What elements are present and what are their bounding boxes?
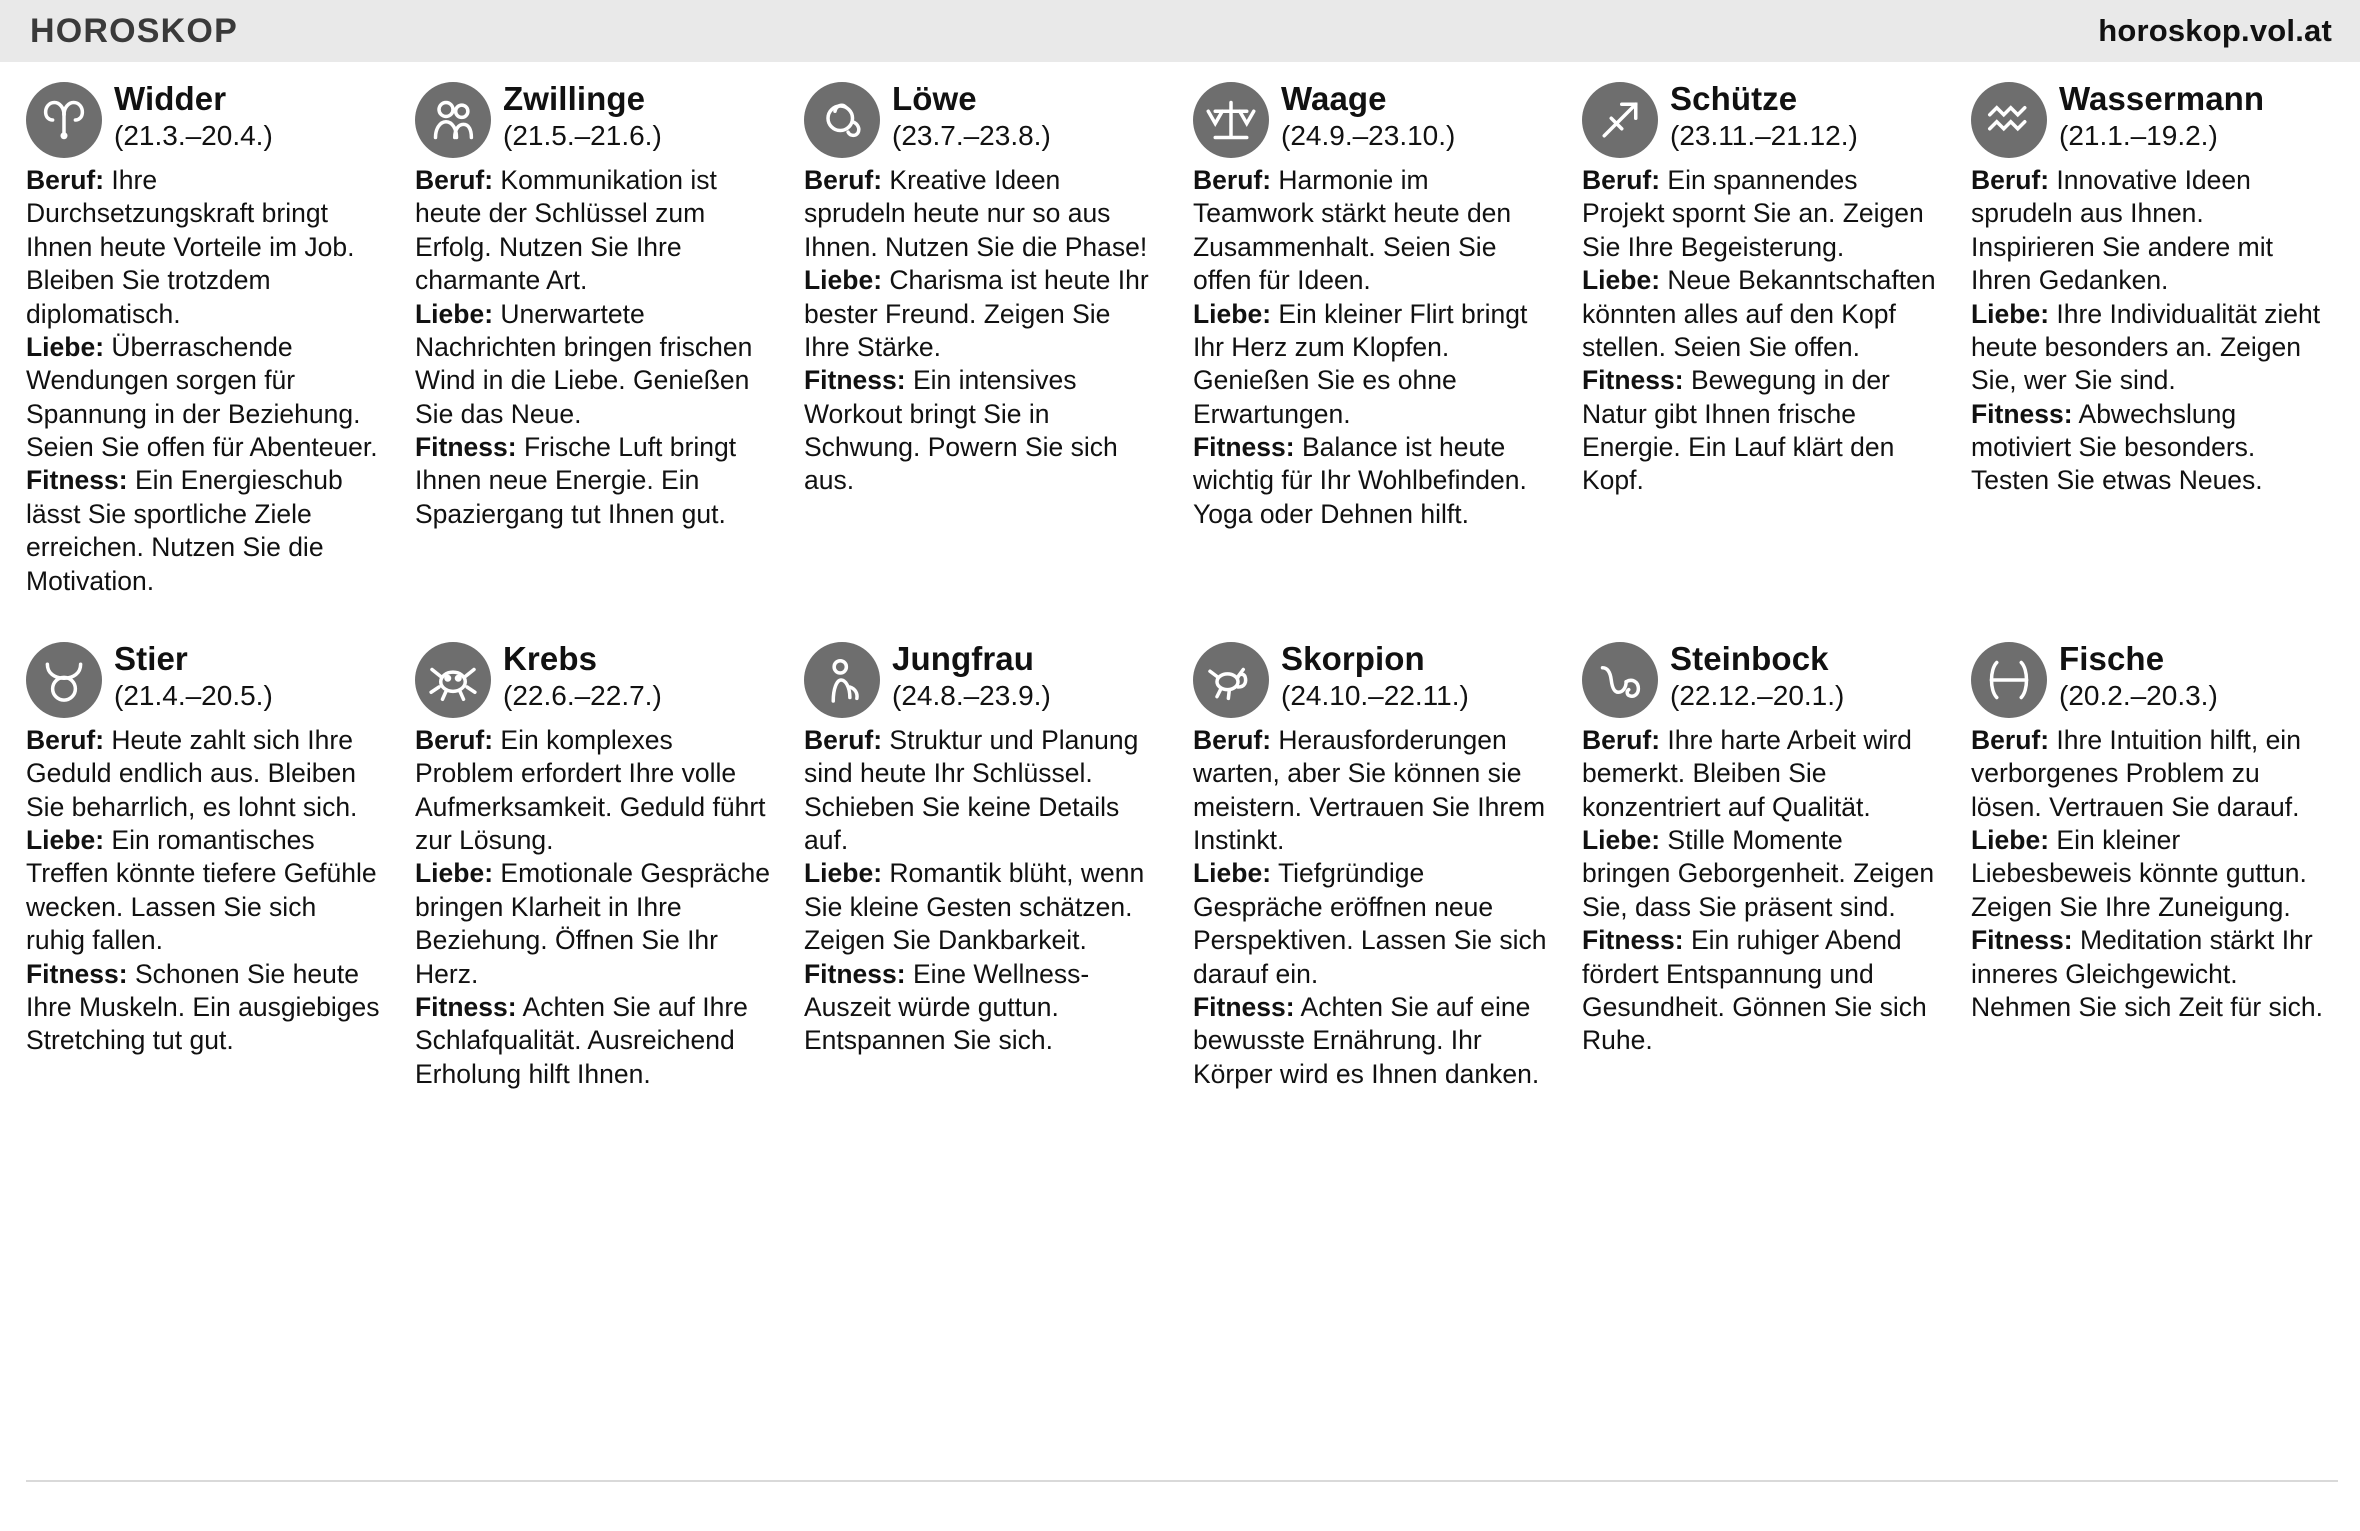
- zodiac-card-header: [1971, 80, 2326, 158]
- zodiac-card: [1582, 80, 1949, 598]
- aries-ram-icon: [26, 82, 102, 158]
- fitness-section: [804, 958, 1159, 1058]
- liebe-section-text: Tiefgründige Gespräche eröffnen neue Perspektiven. Lassen Sie sich darauf ein.: [1193, 858, 1547, 989]
- zodiac-title-block: [1281, 640, 1469, 712]
- zodiac-card: [415, 80, 782, 598]
- zodiac-body: [415, 164, 770, 531]
- fitness-section: [1971, 924, 2326, 1024]
- fitness-section-label: Fitness:: [1193, 432, 1295, 462]
- fitness-section-text: Frische Luft bringt Ihnen neue Energie. Ein Spaziergang tut Ihnen gut.: [415, 432, 737, 529]
- liebe-section-text: Neue Bekanntschaften könnten alles auf den Kopf stellen. Seien Sie offen.: [1582, 265, 1936, 362]
- liebe-section-label: Liebe:: [1971, 298, 2050, 329]
- zodiac-name: Wassermann: [2059, 80, 2265, 117]
- page-header: [0, 0, 2360, 62]
- zodiac-card-header: [26, 640, 381, 718]
- zodiac-date-range: (24.10.–22.11.): [1281, 679, 1469, 711]
- beruf-section: [1971, 724, 2326, 824]
- zodiac-date-range: (22.6.–22.7.): [503, 679, 662, 711]
- zodiac-date-range: (23.7.–23.8.): [892, 119, 1051, 151]
- fitness-section: [415, 431, 770, 531]
- libra-scales-icon: [1193, 82, 1269, 158]
- beruf-section-text: Ihre harte Arbeit wird bemerkt. Bleiben Sie konzentriert auf Qualität.: [1582, 724, 1912, 822]
- zodiac-name: Stier: [114, 639, 188, 677]
- liebe-section-text: Ein kleiner Flirt bringt Ihr Herz zum Klopfen. Genießen Sie es ohne Erwartungen.: [1193, 298, 1528, 429]
- zodiac-body: [804, 724, 1159, 1058]
- zodiac-card-header: [804, 80, 1159, 158]
- beruf-section-label: Beruf:: [804, 165, 883, 195]
- fitness-section-label: Fitness:: [1582, 365, 1684, 396]
- scorpio-scorpion-icon: [1193, 642, 1269, 718]
- fitness-section-label: Fitness:: [804, 958, 906, 989]
- zodiac-card: [1582, 598, 1949, 1091]
- liebe-section-text: Überraschende Wendungen sorgen für Spannung in der Beziehung. Seien Sie offen für Abenteuer.: [26, 331, 378, 462]
- beruf-section-text: Kreative Ideen sprudeln heute nur so aus Ihnen. Nutzen Sie die Phase!: [804, 165, 1148, 262]
- zodiac-body: [1193, 724, 1548, 1091]
- zodiac-title-block: [1670, 640, 1844, 712]
- beruf-section: [804, 164, 1159, 264]
- beruf-section-label: Beruf:: [1971, 165, 2050, 195]
- zodiac-body: [1193, 164, 1548, 531]
- liebe-section: [1193, 857, 1548, 991]
- beruf-section-label: Beruf:: [415, 165, 494, 195]
- zodiac-name: Schütze: [1670, 80, 1798, 117]
- liebe-section-label: Liebe:: [415, 298, 494, 329]
- beruf-section-label: Beruf:: [415, 724, 494, 755]
- page-title: HOROSKOP: [30, 11, 238, 50]
- fitness-section: [1193, 431, 1548, 531]
- beruf-section: [1193, 164, 1548, 298]
- fitness-section-text: Achten Sie auf eine bewusste Ernährung. Ihr Körper wird es Ihnen danken.: [1193, 991, 1540, 1089]
- capricorn-goat-icon: [1582, 642, 1658, 718]
- zodiac-title-block: [503, 640, 662, 712]
- fitness-section-text: Ein Energieschub lässt Sie sportliche Ziele erreichen. Nutzen Sie die Motivation.: [26, 465, 343, 596]
- zodiac-date-range: (24.9.–23.10.): [1281, 119, 1456, 151]
- zodiac-card-header: [1193, 640, 1548, 718]
- beruf-section-label: Beruf:: [1193, 724, 1272, 755]
- zodiac-body: [26, 724, 381, 1058]
- taurus-bull-icon: [26, 642, 102, 718]
- beruf-section-label: Beruf:: [1582, 165, 1661, 195]
- beruf-section-text: Ihre Intuition hilft, ein verborgenes Problem zu lösen. Vertrauen Sie darauf.: [1971, 724, 2301, 822]
- beruf-section-text: Kommunikation ist heute der Schlüssel zum Erfolg. Nutzen Sie Ihre charmante Art.: [415, 165, 717, 296]
- beruf-section: [1971, 164, 2326, 298]
- zodiac-card: [1971, 598, 2338, 1091]
- fitness-section-text: Abwechslung motiviert Sie besonders. Testen Sie etwas Neues.: [1971, 398, 2263, 496]
- zodiac-card: [1193, 80, 1560, 598]
- beruf-section-label: Beruf:: [1193, 165, 1272, 195]
- zodiac-card-header: [1971, 640, 2326, 718]
- beruf-section-text: Harmonie im Teamwork stärkt heute den Zusammenhalt. Seien Sie offen für Ideen.: [1193, 165, 1512, 296]
- zodiac-body: [26, 164, 381, 598]
- liebe-section: [1582, 824, 1937, 924]
- zodiac-name: Jungfrau: [892, 639, 1034, 677]
- zodiac-name: Zwillinge: [503, 80, 646, 117]
- beruf-section: [415, 164, 770, 298]
- zodiac-name: Krebs: [503, 639, 598, 677]
- source-url: horoskop.vol.at: [2098, 13, 2332, 48]
- beruf-section-text: Heute zahlt sich Ihre Geduld endlich aus. Bleiben Sie beharrlich, es lohnt sich.: [26, 724, 358, 822]
- beruf-section-text: Ihre Durchsetzungskraft bringt Ihnen heute Vorteile im Job. Bleiben Sie trotzdem diplomatisch.: [26, 165, 355, 329]
- zodiac-body: [1971, 164, 2326, 498]
- liebe-section-text: Ein romantisches Treffen könnte tiefere Gefühle wecken. Lassen Sie sich ruhig fallen.: [26, 825, 377, 956]
- liebe-section-label: Liebe:: [1582, 825, 1661, 855]
- fitness-section: [26, 958, 381, 1058]
- liebe-section-text: Unerwartete Nachrichten bringen frischen Wind in die Liebe. Genießen Sie das Neue.: [415, 298, 753, 429]
- liebe-section-text: Ihre Individualität zieht heute besonders an. Zeigen Sie, wer Sie sind.: [1971, 298, 2321, 396]
- virgo-maiden-icon: [804, 642, 880, 718]
- liebe-section: [415, 857, 770, 991]
- liebe-section: [1971, 824, 2326, 924]
- liebe-section: [1582, 264, 1937, 364]
- leo-lion-icon: [804, 82, 880, 158]
- beruf-section: [1582, 164, 1937, 264]
- zodiac-name: Fische: [2059, 639, 2165, 677]
- zodiac-card: [1193, 598, 1560, 1091]
- sagittarius-archer-icon: [1582, 82, 1658, 158]
- pisces-fish-icon: [1971, 642, 2047, 718]
- liebe-section-label: Liebe:: [26, 331, 105, 362]
- beruf-section-label: Beruf:: [804, 724, 883, 755]
- fitness-section: [1193, 991, 1548, 1091]
- liebe-section: [1193, 298, 1548, 432]
- zodiac-date-range: (21.5.–21.6.): [503, 119, 662, 151]
- liebe-section-label: Liebe:: [1193, 298, 1272, 329]
- fitness-section-text: Achten Sie auf Ihre Schlafqualität. Ausreichend Erholung hilft Ihnen.: [415, 991, 748, 1089]
- fitness-section: [1582, 924, 1937, 1058]
- liebe-section-label: Liebe:: [1971, 825, 2050, 855]
- zodiac-card-header: [1582, 640, 1937, 718]
- beruf-section: [1193, 724, 1548, 858]
- beruf-section-label: Beruf:: [26, 165, 105, 195]
- zodiac-card: [26, 80, 393, 598]
- bottom-divider: [26, 1480, 2338, 1482]
- beruf-section-label: Beruf:: [1582, 724, 1661, 755]
- fitness-section-text: Meditation stärkt Ihr inneres Gleichgewicht. Nehmen Sie sich Zeit für sich.: [1971, 925, 2323, 1022]
- fitness-section-label: Fitness:: [1971, 925, 2073, 956]
- fitness-section: [415, 991, 770, 1091]
- zodiac-title-block: [892, 80, 1051, 152]
- zodiac-date-range: (20.2.–20.3.): [2059, 679, 2218, 711]
- zodiac-title-block: [892, 640, 1051, 712]
- beruf-section-text: Innovative Ideen sprudeln aus Ihnen. Inspirieren Sie andere mit Ihren Gedanken.: [1971, 165, 2273, 296]
- liebe-section: [1971, 298, 2326, 398]
- zodiac-title-block: [2059, 80, 2264, 152]
- liebe-section-text: Emotionale Gespräche bringen Klarheit in Ihre Beziehung. Öffnen Sie Ihr Herz.: [415, 858, 770, 989]
- liebe-section-label: Liebe:: [1582, 265, 1661, 296]
- beruf-section-label: Beruf:: [26, 724, 105, 755]
- zodiac-date-range: (21.4.–20.5.): [114, 679, 273, 711]
- fitness-section-label: Fitness:: [415, 432, 517, 462]
- zodiac-card-header: [1582, 80, 1937, 158]
- zodiac-title-block: [114, 80, 273, 152]
- zodiac-card: [1971, 80, 2338, 598]
- zodiac-title-block: [503, 80, 662, 152]
- liebe-section: [415, 298, 770, 432]
- liebe-section-label: Liebe:: [804, 265, 883, 296]
- beruf-section-text: Ein spannendes Projekt spornt Sie an. Zeigen Sie Ihre Begeisterung.: [1582, 165, 1924, 262]
- beruf-section-text: Ein komplexes Problem erfordert Ihre volle Aufmerksamkeit. Geduld führt zur Lösung.: [415, 724, 766, 855]
- fitness-section-label: Fitness:: [1582, 925, 1684, 956]
- fitness-section-text: Eine Wellness-Auszeit würde guttun. Entspannen Sie sich.: [804, 958, 1090, 1056]
- liebe-section-text: Romantik blüht, wenn Sie kleine Gesten schätzen. Zeigen Sie Dankbarkeit.: [804, 858, 1145, 956]
- liebe-section-label: Liebe:: [1193, 858, 1272, 889]
- fitness-section-text: Bewegung in der Natur gibt Ihnen frische Energie. Ein Lauf klärt den Kopf.: [1582, 365, 1895, 496]
- zodiac-name: Löwe: [892, 80, 977, 117]
- liebe-section: [26, 824, 381, 958]
- fitness-section: [1971, 398, 2326, 498]
- zodiac-date-range: (21.1.–19.2.): [2059, 119, 2218, 151]
- zodiac-card-header: [415, 640, 770, 718]
- beruf-section: [26, 724, 381, 824]
- fitness-section: [804, 364, 1159, 498]
- liebe-section: [804, 857, 1159, 957]
- zodiac-body: [1582, 724, 1937, 1058]
- zodiac-body: [1582, 164, 1937, 498]
- zodiac-name: Widder: [114, 80, 227, 117]
- fitness-section-label: Fitness:: [1971, 398, 2073, 429]
- zodiac-title-block: [2059, 640, 2218, 712]
- zodiac-card: [804, 80, 1171, 598]
- fitness-section-label: Fitness:: [26, 958, 128, 989]
- fitness-section-text: Balance ist heute wichtig für Ihr Wohlbefinden. Yoga oder Dehnen hilft.: [1193, 432, 1527, 529]
- beruf-section-text: Herausforderungen warten, aber Sie können sie meistern. Vertrauen Sie Ihrem Instinkt.: [1193, 724, 1546, 855]
- zodiac-body: [1971, 724, 2326, 1024]
- liebe-section-label: Liebe:: [804, 858, 883, 889]
- fitness-section: [1582, 364, 1937, 498]
- zodiac-card: [804, 598, 1171, 1091]
- beruf-section-label: Beruf:: [1971, 724, 2050, 755]
- liebe-section: [804, 264, 1159, 364]
- zodiac-date-range: (24.8.–23.9.): [892, 679, 1051, 711]
- zodiac-name: Skorpion: [1281, 639, 1425, 677]
- fitness-section-label: Fitness:: [26, 465, 128, 496]
- zodiac-date-range: (22.12.–20.1.): [1670, 679, 1845, 711]
- zodiac-title-block: [1281, 80, 1455, 152]
- fitness-section-text: Schonen Sie heute Ihre Muskeln. Ein ausgiebiges Stretching tut gut.: [26, 958, 380, 1056]
- fitness-section-label: Fitness:: [1193, 991, 1295, 1022]
- aquarius-waterbearer-icon: [1971, 82, 2047, 158]
- fitness-section-label: Fitness:: [804, 365, 906, 396]
- fitness-section-text: Ein ruhiger Abend fördert Entspannung und Gesundheit. Gönnen Sie sich Ruhe.: [1582, 925, 1927, 1056]
- beruf-section: [1582, 724, 1937, 824]
- zodiac-card-header: [26, 80, 381, 158]
- zodiac-card: [26, 598, 393, 1091]
- gemini-twins-icon: [415, 82, 491, 158]
- liebe-section-text: Charisma ist heute Ihr bester Freund. Zeigen Sie Ihre Stärke.: [804, 265, 1149, 362]
- zodiac-body: [415, 724, 770, 1091]
- zodiac-card-header: [804, 640, 1159, 718]
- zodiac-name: Waage: [1281, 80, 1387, 117]
- zodiac-name: Steinbock: [1670, 639, 1829, 677]
- liebe-section-text: Ein kleiner Liebesbeweis könnte guttun. Zeigen Sie Ihre Zuneigung.: [1971, 825, 2307, 922]
- liebe-section-label: Liebe:: [26, 825, 105, 855]
- cancer-crab-icon: [415, 642, 491, 718]
- zodiac-title-block: [1670, 80, 1858, 152]
- fitness-section-text: Ein intensives Workout bringt Sie in Schwung. Powern Sie sich aus.: [804, 365, 1118, 496]
- beruf-section: [26, 164, 381, 331]
- beruf-section-text: Struktur und Planung sind heute Ihr Schlüssel. Schieben Sie keine Details auf.: [804, 724, 1139, 855]
- zodiac-card-header: [1193, 80, 1548, 158]
- zodiac-date-range: (23.11.–21.12.): [1670, 119, 1858, 151]
- zodiac-card: [415, 598, 782, 1091]
- fitness-section-label: Fitness:: [415, 991, 517, 1022]
- zodiac-card-header: [415, 80, 770, 158]
- liebe-section-label: Liebe:: [415, 858, 494, 889]
- beruf-section: [804, 724, 1159, 858]
- zodiac-date-range: (21.3.–20.4.): [114, 119, 273, 151]
- zodiac-title-block: [114, 640, 273, 712]
- beruf-section: [415, 724, 770, 858]
- liebe-section: [26, 331, 381, 465]
- fitness-section: [26, 464, 381, 598]
- horoscope-grid: [0, 62, 2360, 1091]
- zodiac-body: [804, 164, 1159, 498]
- liebe-section-text: Stille Momente bringen Geborgenheit. Zeigen Sie, dass Sie präsent sind.: [1582, 825, 1935, 922]
